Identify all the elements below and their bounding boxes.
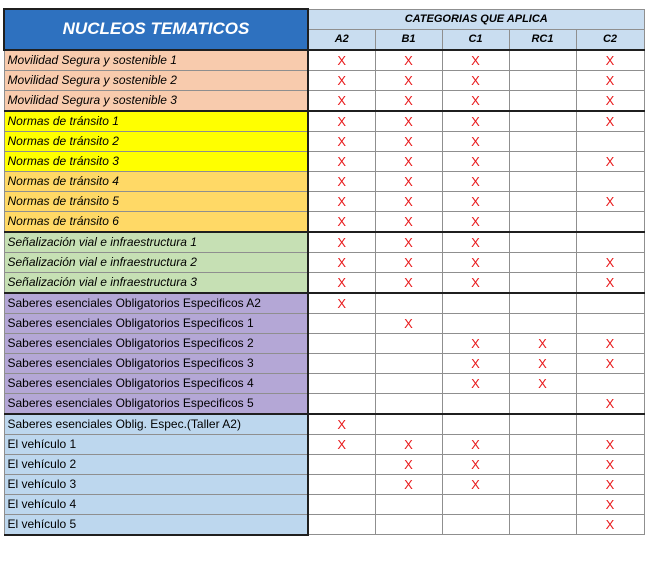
cell-rc1 bbox=[509, 90, 576, 111]
cell-c2 bbox=[576, 70, 644, 90]
cell-a2 bbox=[308, 434, 375, 454]
table-row bbox=[4, 474, 644, 494]
row-label: El vehículo 4 bbox=[4, 494, 308, 514]
row-label: Saberes esenciales Obligatorios Especificos 2 bbox=[4, 333, 308, 353]
cell-b1 bbox=[375, 373, 442, 393]
x-mark: X bbox=[471, 92, 480, 108]
x-mark: X bbox=[404, 315, 413, 331]
cell-rc1 bbox=[509, 293, 576, 314]
row-label: Movilidad Segura y sostenible 3 bbox=[4, 90, 308, 111]
cell-c2 bbox=[576, 474, 644, 494]
row-label: El vehículo 2 bbox=[4, 454, 308, 474]
cell-a2 bbox=[308, 111, 375, 132]
cell-rc1 bbox=[509, 434, 576, 454]
cell-b1 bbox=[375, 414, 442, 435]
row-label: El vehículo 1 bbox=[4, 434, 308, 454]
cell-a2 bbox=[308, 90, 375, 111]
cell-c1 bbox=[442, 232, 509, 253]
table-row bbox=[4, 494, 644, 514]
cell-c1 bbox=[442, 111, 509, 132]
x-mark: X bbox=[471, 274, 480, 290]
x-mark: X bbox=[471, 476, 480, 492]
x-mark: X bbox=[337, 213, 347, 229]
x-mark: X bbox=[404, 456, 413, 472]
cell-a2 bbox=[308, 494, 375, 514]
x-mark: X bbox=[605, 496, 615, 512]
cell-a2 bbox=[308, 272, 375, 293]
x-mark: X bbox=[337, 416, 347, 432]
table-row bbox=[4, 90, 644, 111]
x-mark: X bbox=[471, 193, 480, 209]
cell-c2 bbox=[576, 151, 644, 171]
cell-c2 bbox=[576, 293, 644, 314]
cell-c2 bbox=[576, 50, 644, 71]
cell-c2 bbox=[576, 494, 644, 514]
row-label: Normas de tránsito 6 bbox=[4, 211, 308, 232]
x-mark: X bbox=[337, 113, 347, 129]
cell-c2 bbox=[576, 313, 644, 333]
cell-b1 bbox=[375, 272, 442, 293]
cell-c1 bbox=[442, 313, 509, 333]
cell-c2 bbox=[576, 353, 644, 373]
row-label: Normas de tránsito 5 bbox=[4, 191, 308, 211]
x-mark: X bbox=[337, 234, 347, 250]
table-row bbox=[4, 131, 644, 151]
x-mark: X bbox=[605, 516, 615, 532]
cell-c2 bbox=[576, 90, 644, 111]
row-label: Saberes esenciales Obligatorios Especificos 5 bbox=[4, 393, 308, 414]
cell-a2 bbox=[308, 353, 375, 373]
x-mark: X bbox=[337, 72, 347, 88]
cell-a2 bbox=[308, 414, 375, 435]
x-mark: X bbox=[337, 295, 347, 311]
cell-b1 bbox=[375, 191, 442, 211]
x-mark: X bbox=[337, 274, 347, 290]
cell-a2 bbox=[308, 454, 375, 474]
row-label: Normas de tránsito 2 bbox=[4, 131, 308, 151]
x-mark: X bbox=[337, 436, 347, 452]
row-label: Normas de tránsito 4 bbox=[4, 171, 308, 191]
cell-b1 bbox=[375, 434, 442, 454]
table-row bbox=[4, 373, 644, 393]
cell-c1 bbox=[442, 454, 509, 474]
row-label: Movilidad Segura y sostenible 2 bbox=[4, 70, 308, 90]
cell-b1 bbox=[375, 313, 442, 333]
cell-a2 bbox=[308, 232, 375, 253]
cell-c1 bbox=[442, 474, 509, 494]
cell-c1 bbox=[442, 131, 509, 151]
cell-c2 bbox=[576, 252, 644, 272]
cell-rc1 bbox=[509, 211, 576, 232]
table-row bbox=[4, 414, 644, 435]
row-label: Saberes esenciales Oblig. Espec.(Taller A2) bbox=[4, 414, 308, 435]
table-row bbox=[4, 333, 644, 353]
x-mark: X bbox=[605, 436, 615, 452]
table-row bbox=[4, 313, 644, 333]
cell-a2 bbox=[308, 211, 375, 232]
cell-rc1 bbox=[509, 70, 576, 90]
x-mark: X bbox=[471, 52, 480, 68]
x-mark: X bbox=[337, 92, 347, 108]
x-mark: X bbox=[471, 355, 480, 371]
x-mark: X bbox=[337, 52, 347, 68]
cell-b1 bbox=[375, 232, 442, 253]
x-mark: X bbox=[538, 375, 547, 391]
x-mark: X bbox=[404, 153, 413, 169]
x-mark: X bbox=[538, 335, 547, 351]
cell-c1 bbox=[442, 434, 509, 454]
cell-c2 bbox=[576, 393, 644, 414]
table-row bbox=[4, 70, 644, 90]
x-mark: X bbox=[404, 274, 413, 290]
x-mark: X bbox=[605, 153, 615, 169]
x-mark: X bbox=[404, 52, 413, 68]
table-row bbox=[4, 454, 644, 474]
x-mark: X bbox=[471, 153, 480, 169]
cell-a2 bbox=[308, 252, 375, 272]
column-header-b1: B1 bbox=[375, 29, 442, 50]
cell-a2 bbox=[308, 373, 375, 393]
x-mark: X bbox=[605, 92, 615, 108]
cell-c1 bbox=[442, 353, 509, 373]
cell-b1 bbox=[375, 393, 442, 414]
cell-c1 bbox=[442, 514, 509, 535]
cell-rc1 bbox=[509, 454, 576, 474]
cell-c2 bbox=[576, 514, 644, 535]
cell-c2 bbox=[576, 111, 644, 132]
row-label: Saberes esenciales Obligatorios Especificos A2 bbox=[4, 293, 308, 314]
cell-c2 bbox=[576, 232, 644, 253]
column-header-c1: C1 bbox=[442, 29, 509, 50]
cell-b1 bbox=[375, 252, 442, 272]
cell-b1 bbox=[375, 474, 442, 494]
x-mark: X bbox=[404, 133, 413, 149]
cell-rc1 bbox=[509, 414, 576, 435]
x-mark: X bbox=[337, 133, 347, 149]
x-mark: X bbox=[404, 254, 413, 270]
cell-c1 bbox=[442, 414, 509, 435]
x-mark: X bbox=[337, 193, 347, 209]
table-row bbox=[4, 211, 644, 232]
row-label: Señalización vial e infraestructura 3 bbox=[4, 272, 308, 293]
row-label: Señalización vial e infraestructura 1 bbox=[4, 232, 308, 253]
row-label: Señalización vial e infraestructura 2 bbox=[4, 252, 308, 272]
cell-b1 bbox=[375, 131, 442, 151]
x-mark: X bbox=[605, 72, 615, 88]
x-mark: X bbox=[404, 92, 413, 108]
cell-rc1 bbox=[509, 514, 576, 535]
cell-rc1 bbox=[509, 50, 576, 71]
x-mark: X bbox=[471, 254, 480, 270]
row-label: Normas de tránsito 3 bbox=[4, 151, 308, 171]
x-mark: X bbox=[471, 234, 480, 250]
table-row bbox=[4, 111, 644, 132]
cell-rc1 bbox=[509, 373, 576, 393]
cell-b1 bbox=[375, 171, 442, 191]
cell-c1 bbox=[442, 151, 509, 171]
x-mark: X bbox=[605, 335, 615, 351]
cell-b1 bbox=[375, 494, 442, 514]
cell-c1 bbox=[442, 252, 509, 272]
categories-table bbox=[3, 8, 645, 536]
cell-c2 bbox=[576, 333, 644, 353]
table-row bbox=[4, 393, 644, 414]
cell-c1 bbox=[442, 494, 509, 514]
cell-a2 bbox=[308, 474, 375, 494]
x-mark: X bbox=[605, 355, 615, 371]
x-mark: X bbox=[471, 133, 480, 149]
cell-rc1 bbox=[509, 313, 576, 333]
cell-a2 bbox=[308, 333, 375, 353]
cell-b1 bbox=[375, 333, 442, 353]
x-mark: X bbox=[337, 254, 347, 270]
cell-c1 bbox=[442, 90, 509, 111]
x-mark: X bbox=[605, 254, 615, 270]
cell-rc1 bbox=[509, 333, 576, 353]
table-row bbox=[4, 272, 644, 293]
column-header-c2: C2 bbox=[576, 29, 644, 50]
cell-b1 bbox=[375, 514, 442, 535]
cell-a2 bbox=[308, 131, 375, 151]
x-mark: X bbox=[404, 234, 413, 250]
row-label: Saberes esenciales Obligatorios Especificos 1 bbox=[4, 313, 308, 333]
cell-a2 bbox=[308, 151, 375, 171]
x-mark: X bbox=[471, 72, 480, 88]
cell-rc1 bbox=[509, 191, 576, 211]
x-mark: X bbox=[605, 476, 615, 492]
cell-c1 bbox=[442, 393, 509, 414]
cell-rc1 bbox=[509, 151, 576, 171]
table-row bbox=[4, 151, 644, 171]
table-body bbox=[4, 50, 644, 535]
cell-b1 bbox=[375, 293, 442, 314]
cell-rc1 bbox=[509, 232, 576, 253]
cell-b1 bbox=[375, 90, 442, 111]
table-row bbox=[4, 434, 644, 454]
cell-b1 bbox=[375, 70, 442, 90]
x-mark: X bbox=[404, 436, 413, 452]
x-mark: X bbox=[471, 375, 480, 391]
x-mark: X bbox=[471, 436, 480, 452]
cell-a2 bbox=[308, 70, 375, 90]
x-mark: X bbox=[404, 113, 413, 129]
row-label: Saberes esenciales Obligatorios Especificos 3 bbox=[4, 353, 308, 373]
cell-rc1 bbox=[509, 393, 576, 414]
row-label: Movilidad Segura y sostenible 1 bbox=[4, 50, 308, 71]
cell-c1 bbox=[442, 272, 509, 293]
cell-c1 bbox=[442, 373, 509, 393]
x-mark: X bbox=[605, 193, 615, 209]
column-header-a2: A2 bbox=[308, 29, 375, 50]
cell-c2 bbox=[576, 414, 644, 435]
row-label: Saberes esenciales Obligatorios Especificos 4 bbox=[4, 373, 308, 393]
cell-b1 bbox=[375, 454, 442, 474]
table-title: NUCLEOS TEMATICOS bbox=[4, 9, 308, 50]
cell-c1 bbox=[442, 211, 509, 232]
table-row bbox=[4, 252, 644, 272]
cell-c2 bbox=[576, 454, 644, 474]
cell-rc1 bbox=[509, 111, 576, 132]
x-mark: X bbox=[471, 456, 480, 472]
x-mark: X bbox=[605, 113, 615, 129]
cell-rc1 bbox=[509, 171, 576, 191]
x-mark: X bbox=[337, 153, 347, 169]
x-mark: X bbox=[404, 213, 413, 229]
x-mark: X bbox=[471, 335, 480, 351]
row-label: Normas de tránsito 1 bbox=[4, 111, 308, 132]
cell-c2 bbox=[576, 131, 644, 151]
table-row bbox=[4, 171, 644, 191]
x-mark: X bbox=[404, 173, 413, 189]
table-row bbox=[4, 353, 644, 373]
cell-c1 bbox=[442, 333, 509, 353]
cell-b1 bbox=[375, 111, 442, 132]
cell-c2 bbox=[576, 373, 644, 393]
cell-b1 bbox=[375, 353, 442, 373]
cell-c2 bbox=[576, 211, 644, 232]
x-mark: X bbox=[404, 193, 413, 209]
cell-b1 bbox=[375, 50, 442, 71]
cell-rc1 bbox=[509, 474, 576, 494]
x-mark: X bbox=[471, 173, 480, 189]
cell-rc1 bbox=[509, 131, 576, 151]
cell-c1 bbox=[442, 171, 509, 191]
cell-c1 bbox=[442, 293, 509, 314]
table-row bbox=[4, 50, 644, 71]
cell-c1 bbox=[442, 191, 509, 211]
cell-rc1 bbox=[509, 353, 576, 373]
cell-a2 bbox=[308, 313, 375, 333]
x-mark: X bbox=[471, 213, 480, 229]
cell-rc1 bbox=[509, 494, 576, 514]
cell-b1 bbox=[375, 211, 442, 232]
table-row bbox=[4, 191, 644, 211]
x-mark: X bbox=[404, 476, 413, 492]
cell-a2 bbox=[308, 171, 375, 191]
x-mark: X bbox=[337, 173, 347, 189]
x-mark: X bbox=[605, 52, 615, 68]
table-row bbox=[4, 232, 644, 253]
cell-c2 bbox=[576, 434, 644, 454]
x-mark: X bbox=[605, 456, 615, 472]
cell-a2 bbox=[308, 293, 375, 314]
cell-c1 bbox=[442, 50, 509, 71]
cell-c2 bbox=[576, 272, 644, 293]
categories-header: CATEGORIAS QUE APLICA bbox=[308, 9, 644, 29]
column-header-rc1: RC1 bbox=[509, 29, 576, 50]
cell-rc1 bbox=[509, 272, 576, 293]
cell-rc1 bbox=[509, 252, 576, 272]
cell-b1 bbox=[375, 151, 442, 171]
x-mark: X bbox=[404, 72, 413, 88]
table-row bbox=[4, 293, 644, 314]
x-mark: X bbox=[605, 395, 615, 411]
cell-a2 bbox=[308, 191, 375, 211]
cell-c1 bbox=[442, 70, 509, 90]
x-mark: X bbox=[471, 113, 480, 129]
row-label: El vehículo 3 bbox=[4, 474, 308, 494]
x-mark: X bbox=[605, 274, 615, 290]
cell-c2 bbox=[576, 191, 644, 211]
cell-a2 bbox=[308, 50, 375, 71]
cell-a2 bbox=[308, 393, 375, 414]
row-label: El vehículo 5 bbox=[4, 514, 308, 535]
x-mark: X bbox=[538, 355, 547, 371]
cell-c2 bbox=[576, 171, 644, 191]
table-row bbox=[4, 514, 644, 535]
cell-a2 bbox=[308, 514, 375, 535]
